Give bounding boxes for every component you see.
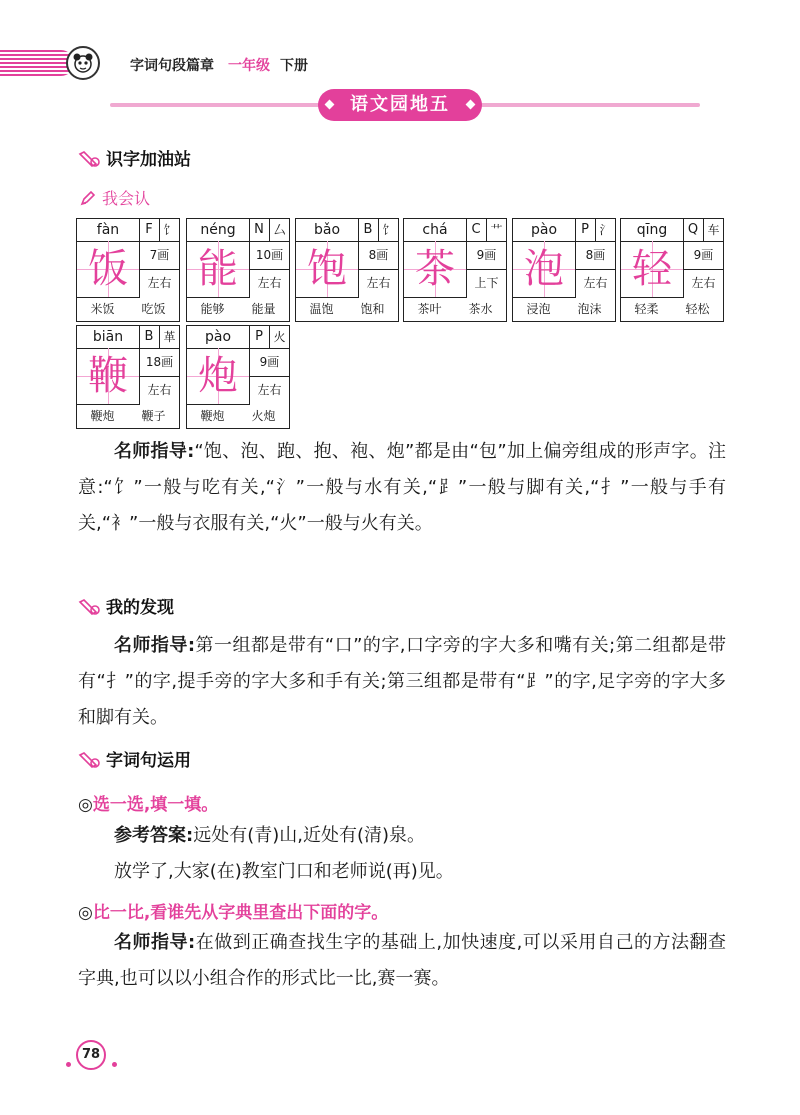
guide-paragraph-2 [78,628,726,736]
header-stripe [0,50,74,76]
card-radical: 艹 [490,223,503,237]
task-1 [78,790,218,815]
card-top-row [404,219,506,242]
pencil-icon [78,150,100,173]
card-word-1: 米饭 [90,302,115,316]
unit-title: 语文园地五 [318,89,482,121]
card-words [77,298,179,321]
character-card [186,325,290,429]
card-character: 轻 [632,246,672,292]
card-radical: 车 [707,223,720,237]
card-character: 炮 [198,353,238,399]
card-structure: 左右 [583,276,608,290]
page-dot [112,1062,117,1067]
mascot-icon [66,46,100,80]
answer-label: 参考答案: [114,825,194,846]
card-pinyin: fàn [77,219,140,241]
card-character-box [621,241,684,298]
card-word-2: 茶水 [468,302,493,316]
card-character-box [187,241,250,298]
answer-line-2 [114,856,454,888]
card-word-2: 鞭子 [141,409,166,423]
card-word-2: 轻松 [685,302,710,316]
answer-text: 放学了,大家(在)教室门口和老师说(再)见。 [114,861,454,882]
task-text: 比一比,看谁先从字典里查出下面的字。 [92,903,389,923]
card-word-2: 能量 [251,302,276,316]
card-word-1: 茶叶 [417,302,442,316]
card-structure: 左右 [147,383,172,397]
card-character-box [513,241,576,298]
circle-bullet-icon: ◎ [78,903,93,923]
card-pinyin: qīng [621,219,684,241]
card-radical: 饣 [382,223,395,237]
card-word-2: 饱和 [360,302,385,316]
card-top-row [77,326,179,349]
card-structure: 左右 [257,383,282,397]
character-card [512,218,616,322]
card-word-1: 鞭炮 [200,409,225,423]
card-radical: 革 [163,330,176,344]
card-stroke-count: 8画 [576,241,615,270]
card-pinyin: pào [187,326,250,348]
answer-text: 远处有(青)山,近处有(清)泉。 [193,825,426,846]
page-dot [66,1062,71,1067]
guide-text: 在做到正确查找生字的基础上,加快速度,可以采用自己的方法翻查字典,也可以以小组合作的形式比一比,赛一赛。 [78,932,726,989]
card-index-letter: B [358,219,379,241]
card-word-2: 吃饭 [141,302,166,316]
guide-paragraph-1 [78,434,726,542]
card-words [77,405,179,428]
card-word-1: 能够 [200,302,225,316]
guide-text: 第一组都是带有“口”的字,口字旁的字大多和嘴有关;第二组都是带有“扌”的字,提手旁的字大多和手有关;第三组都是带有“⻊”的字,足字旁的字大多和脚有关。 [78,635,727,728]
card-index-letter: N [249,219,270,241]
card-structure: 左右 [366,276,391,290]
section-title: 字词句运用 [106,751,191,771]
section-title: 识字加油站 [106,150,191,170]
section-heading-usage [78,746,191,774]
guide-paragraph-3 [78,925,726,997]
card-character: 鞭 [88,353,128,399]
card-index-letter: P [249,326,270,348]
card-stroke-count: 7画 [140,241,179,270]
card-word-1: 温饱 [309,302,334,316]
card-index-letter: F [139,219,160,241]
card-top-row [187,326,289,349]
card-stroke-count: 9画 [250,348,289,377]
card-words [404,298,506,321]
card-top-row [296,219,398,242]
character-card [186,218,290,322]
card-top-row [513,219,615,242]
pencil-icon [78,598,100,621]
answer-line-1 [114,820,425,852]
card-words [187,298,289,321]
card-stroke-count: 9画 [684,241,723,270]
task-text: 选一选,填一填。 [92,795,219,815]
subheading-text: 我会认 [102,189,151,208]
card-radical: 氵 [599,223,612,237]
card-structure: 左右 [147,276,172,290]
card-pinyin: bǎo [296,219,359,241]
card-word-1: 鞭炮 [90,409,115,423]
card-stroke-count: 9画 [467,241,506,270]
card-character-box [77,348,140,405]
card-character-box [77,241,140,298]
card-index-letter: C [466,219,487,241]
page-number: 78 [76,1040,106,1070]
section-heading-literacy [78,145,191,173]
page-header [0,44,800,84]
card-top-row [621,219,723,242]
card-character: 泡 [524,246,564,292]
card-structure: 上下 [474,276,499,290]
section-heading-discovery [78,593,174,621]
card-index-letter: P [575,219,596,241]
card-radical: 火 [273,330,286,344]
card-radical: 饣 [163,223,176,237]
card-stroke-count: 8画 [359,241,398,270]
book-title: 字词句段篇章 [130,58,214,74]
card-pinyin: néng [187,219,250,241]
character-card [403,218,507,322]
card-words [187,405,289,428]
guide-text: “饱、泡、跑、抱、袍、炮”都是由“包”加上偏旁组成的形声字。注意:“饣”一般与吃有关,“氵”一般与水有关,“⻊”一般与脚有关,“扌”一般与手有关,“衤”一般与衣服有关,“火”一般与火有关。 [78,441,726,534]
card-pinyin: biān [77,326,140,348]
guide-label: 名师指导: [114,932,196,953]
card-words [621,298,723,321]
pencil-icon [78,751,100,774]
card-index-letter: Q [683,219,704,241]
card-top-row [187,219,289,242]
card-character: 饭 [88,246,128,292]
character-card [620,218,724,322]
card-words [296,298,398,321]
subheading-recognize [80,186,150,210]
card-word-2: 泡沫 [577,302,602,316]
card-character-box [187,348,250,405]
pen-icon [80,190,96,210]
card-word-1: 浸泡 [526,302,551,316]
task-2 [78,898,388,923]
guide-label: 名师指导: [114,635,196,656]
character-card [76,218,180,322]
card-word-1: 轻柔 [634,302,659,316]
card-structure: 左右 [691,276,716,290]
card-character: 能 [198,246,238,292]
volume-label: 下册 [280,58,308,74]
grade-label: 一年级 [228,58,270,74]
header-text [130,55,308,75]
card-index-letter: B [139,326,160,348]
section-title: 我的发现 [106,598,174,618]
card-stroke-count: 18画 [140,348,179,377]
card-structure: 左右 [257,276,282,290]
card-word-2: 火炮 [251,409,276,423]
card-pinyin: chá [404,219,467,241]
card-radical: 厶 [273,223,286,237]
card-words [513,298,615,321]
card-character: 饱 [307,246,347,292]
card-pinyin: pào [513,219,576,241]
character-card [76,325,180,429]
character-card [295,218,399,322]
card-character-box [404,241,467,298]
card-character: 茶 [415,246,455,292]
card-top-row [77,219,179,242]
card-stroke-count: 10画 [250,241,289,270]
circle-bullet-icon: ◎ [78,795,93,815]
card-character-box [296,241,359,298]
guide-label: 名师指导: [114,441,195,462]
